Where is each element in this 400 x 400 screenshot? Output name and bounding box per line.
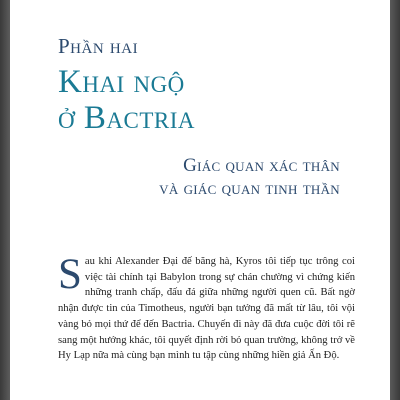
part-label: Phần hai xyxy=(58,34,139,58)
chapter-title-line-2: ở Bactria xyxy=(58,100,195,136)
drop-cap: S xyxy=(58,251,82,298)
chapter-subtitle-line-1: Giác quan xác thân xyxy=(183,155,340,176)
chapter-subtitle-line-2: và giác quan tinh thần xyxy=(159,178,340,199)
body-paragraph xyxy=(58,251,355,364)
chapter-title xyxy=(58,64,195,136)
background-edge-left xyxy=(0,0,10,400)
book-page xyxy=(10,0,390,400)
background-edge-right xyxy=(390,0,400,400)
chapter-subtitle xyxy=(159,154,340,200)
body-paragraph-text: au khi Alexander Đại đế băng hà, Kyros tôi tiếp tục trông coi việc tài chính tại Babylon trong sự chán chường vì chứng kiến những tranh chấp, đấu đá giữa những người quen cũ. Bất ngờ nhận được tin của Timotheus, người bạn tưởng đã mất từ lâu, tôi vội vàng bỏ mọi thứ để đến Bactria. Chuyến đi này đã đưa cuộc đời tôi rẽ sang một hướng khác, tôi quyết định rời bỏ quan trường, không trở về Hy Lạp nữa mà cùng bạn mình tu tập cùng những hiền giả Ấn Độ. xyxy=(58,256,355,362)
chapter-title-line-1: Khai ngộ xyxy=(58,64,185,100)
